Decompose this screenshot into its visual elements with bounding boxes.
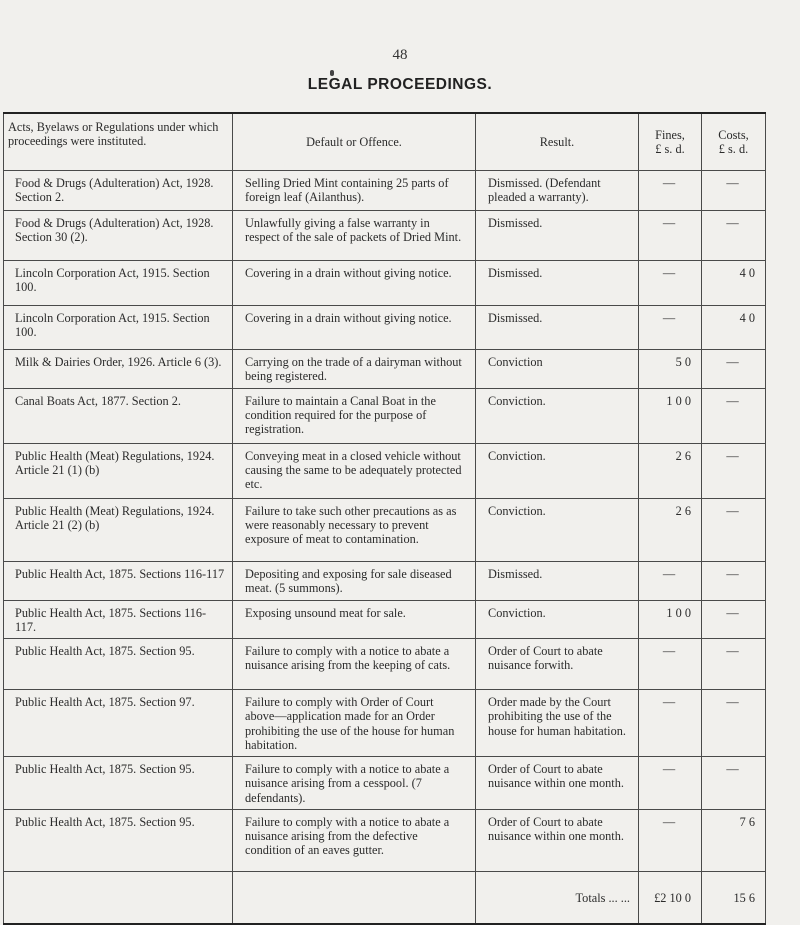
offence-cell: Exposing unsound meat for sale.: [233, 600, 476, 639]
result-cell: Dismissed.: [476, 211, 639, 261]
fines-cell: —: [639, 561, 702, 600]
table-row: [4, 443, 766, 498]
table-body: [4, 171, 766, 872]
costs-cell: —: [702, 757, 766, 810]
act-cell: Public Health Act, 1875. Section 95.: [4, 757, 233, 810]
act-cell: Food & Drugs (Adulteration) Act, 1928. Section 2.: [4, 171, 233, 211]
offence-cell: Failure to take such other precautions as as were reasonably necessary to prevent exposure of meat to contamination.: [233, 498, 476, 561]
fines-cell: —: [639, 171, 702, 211]
offence-cell: Failure to comply with a notice to abate a nuisance arising from the keeping of cats.: [233, 639, 476, 690]
result-cell: Order made by the Court prohibiting the use of the house for human habitation.: [476, 690, 639, 757]
act-cell: Lincoln Corporation Act, 1915. Section 100.: [4, 306, 233, 350]
table-row: [4, 600, 766, 639]
result-cell: Dismissed. (Defendant pleaded a warranty).: [476, 171, 639, 211]
totals-label: Totals ... ...: [476, 871, 639, 924]
header-fines: Fines, £ s. d.: [639, 113, 702, 171]
table-row: [4, 757, 766, 810]
offence-cell: Failure to comply with a notice to abate a nuisance arising from the defective condition of an eaves gutter.: [233, 809, 476, 871]
fines-cell: 2 6: [639, 498, 702, 561]
table-row: [4, 639, 766, 690]
header-result: Result.: [476, 113, 639, 171]
costs-cell: 4 0: [702, 306, 766, 350]
table-row: [4, 171, 766, 211]
offence-cell: Conveying meat in a closed vehicle without causing the same to be adequately protected etc.: [233, 443, 476, 498]
act-cell: Canal Boats Act, 1877. Section 2.: [4, 388, 233, 443]
result-cell: Order of Court to abate nuisance within one month.: [476, 809, 639, 871]
act-cell: Public Health Act, 1875. Section 97.: [4, 690, 233, 757]
costs-cell: —: [702, 498, 766, 561]
offence-cell: Covering in a drain without giving notice.: [233, 306, 476, 350]
result-cell: Conviction.: [476, 498, 639, 561]
act-cell: Public Health Act, 1875. Sections 116-117.: [4, 600, 233, 639]
fines-cell: —: [639, 639, 702, 690]
costs-cell: —: [702, 388, 766, 443]
table-row: [4, 809, 766, 871]
table-row: [4, 388, 766, 443]
costs-cell: —: [702, 600, 766, 639]
result-cell: Dismissed.: [476, 306, 639, 350]
page-title: LEGAL PROCEEDINGS.: [307, 76, 493, 93]
table-row: [4, 498, 766, 561]
fines-cell: 1 0 0: [639, 600, 702, 639]
header-default: Default or Offence.: [233, 113, 476, 171]
legal-proceedings-table: [3, 112, 766, 925]
fines-cell: —: [639, 261, 702, 306]
fines-cell: —: [639, 690, 702, 757]
result-cell: Conviction: [476, 350, 639, 389]
result-cell: Order of Court to abate nuisance within one month.: [476, 757, 639, 810]
totals-row: [4, 871, 766, 924]
costs-cell: —: [702, 639, 766, 690]
costs-cell: —: [702, 211, 766, 261]
table-row: [4, 690, 766, 757]
result-cell: Order of Court to abate nuisance forwith.: [476, 639, 639, 690]
act-cell: Public Health Act, 1875. Sections 116-117: [4, 561, 233, 600]
offence-cell: Failure to comply with Order of Court above—application made for an Order prohibiting the use of the house for human habitation.: [233, 690, 476, 757]
table-row: [4, 211, 766, 261]
header-costs: Costs, £ s. d.: [702, 113, 766, 171]
table-row: [4, 350, 766, 389]
result-cell: Dismissed.: [476, 261, 639, 306]
offence-cell: Depositing and exposing for sale diseased meat. (5 summons).: [233, 561, 476, 600]
act-cell: Milk & Dairies Order, 1926. Article 6 (3).: [4, 350, 233, 389]
act-cell: Food & Drugs (Adulteration) Act, 1928. Section 30 (2).: [4, 211, 233, 261]
page-number: 48: [392, 47, 408, 63]
result-cell: Dismissed.: [476, 561, 639, 600]
fines-cell: —: [639, 757, 702, 810]
fines-cell: —: [639, 211, 702, 261]
costs-cell: —: [702, 690, 766, 757]
header-acts: Acts, Byelaws or Regulations under which proceedings were instituted.: [4, 113, 233, 171]
fines-cell: 5 0: [639, 350, 702, 389]
offence-cell: Carrying on the trade of a dairyman without being registered.: [233, 350, 476, 389]
act-cell: Public Health Act, 1875. Section 95.: [4, 639, 233, 690]
offence-cell: Failure to maintain a Canal Boat in the condition required for the purpose of registration.: [233, 388, 476, 443]
totals-fines: £2 10 0: [639, 871, 702, 924]
costs-cell: 7 6: [702, 809, 766, 871]
offence-cell: Failure to comply with a notice to abate a nuisance arising from a cesspool. (7 defendants).: [233, 757, 476, 810]
result-cell: Conviction.: [476, 443, 639, 498]
fines-cell: —: [639, 809, 702, 871]
table-row: [4, 261, 766, 306]
result-cell: Conviction.: [476, 600, 639, 639]
fines-cell: —: [639, 306, 702, 350]
header-row: [4, 113, 766, 171]
totals-costs: 15 6: [702, 871, 766, 924]
offence-cell: Selling Dried Mint containing 25 parts of foreign leaf (Ailanthus).: [233, 171, 476, 211]
offence-cell: Unlawfully giving a false warranty in respect of the sale of packets of Dried Mint.: [233, 211, 476, 261]
table-row: [4, 561, 766, 600]
fines-cell: 2 6: [639, 443, 702, 498]
costs-cell: 4 0: [702, 261, 766, 306]
costs-cell: —: [702, 350, 766, 389]
costs-cell: —: [702, 171, 766, 211]
fines-cell: 1 0 0: [639, 388, 702, 443]
offence-cell: Covering in a drain without giving notice.: [233, 261, 476, 306]
costs-cell: —: [702, 443, 766, 498]
act-cell: Public Health (Meat) Regulations, 1924. Article 21 (1) (b): [4, 443, 233, 498]
act-cell: Lincoln Corporation Act, 1915. Section 100.: [4, 261, 233, 306]
table-row: [4, 306, 766, 350]
act-cell: Public Health Act, 1875. Section 95.: [4, 809, 233, 871]
result-cell: Conviction.: [476, 388, 639, 443]
costs-cell: —: [702, 561, 766, 600]
act-cell: Public Health (Meat) Regulations, 1924. Article 21 (2) (b): [4, 498, 233, 561]
